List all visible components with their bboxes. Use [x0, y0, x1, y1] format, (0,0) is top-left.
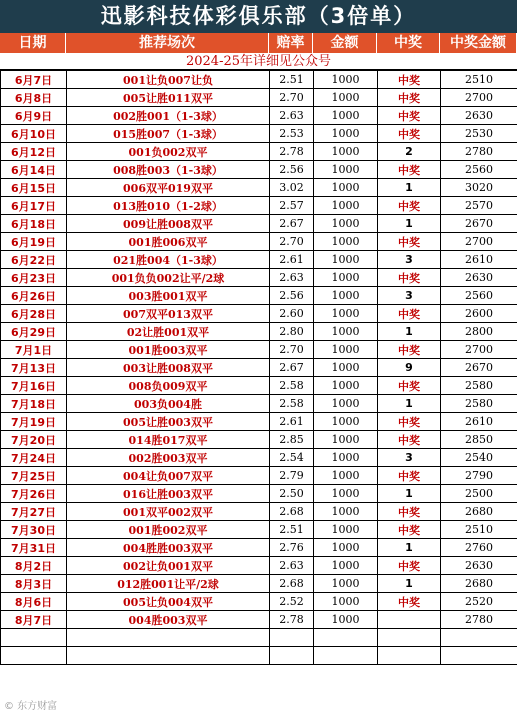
row-match: 02让胜001双平 [67, 323, 270, 341]
row-result: 1 [378, 179, 441, 197]
row-result: 中奖 [378, 467, 441, 485]
row-odds: 2.63 [270, 557, 314, 575]
row-date: 7月26日 [1, 485, 67, 503]
row-payout: 2670 [441, 359, 517, 377]
row-payout: 2580 [441, 377, 517, 395]
row-date: 6月28日 [1, 305, 67, 323]
row-amount: 1000 [314, 161, 378, 179]
table-row [1, 89, 517, 107]
table-row [1, 485, 517, 503]
table-row [1, 287, 517, 305]
table-row [1, 611, 517, 629]
row-result: 中奖 [378, 413, 441, 431]
row-payout: 2530 [441, 125, 517, 143]
table-row [1, 377, 517, 395]
row-payout: 2680 [441, 503, 517, 521]
row-amount: 1000 [314, 215, 378, 233]
table-row [1, 341, 517, 359]
row-amount [314, 647, 378, 665]
row-date: 6月29日 [1, 323, 67, 341]
row-payout: 2850 [441, 431, 517, 449]
row-match: 021胜004（1-3球） [67, 251, 270, 269]
row-result: 1 [378, 485, 441, 503]
row-match: 001负002双平 [67, 143, 270, 161]
row-result: 中奖 [378, 521, 441, 539]
row-date: 6月17日 [1, 197, 67, 215]
row-date: 7月31日 [1, 539, 67, 557]
row-odds: 2.67 [270, 215, 314, 233]
row-amount: 1000 [314, 287, 378, 305]
row-match: 004胜003双平 [67, 611, 270, 629]
table-row [1, 161, 517, 179]
row-match: 001双平002双平 [67, 503, 270, 521]
table-row [1, 107, 517, 125]
row-amount: 1000 [314, 485, 378, 503]
row-odds: 2.80 [270, 323, 314, 341]
table-row [1, 71, 517, 89]
header-match: 推荐场次 [66, 33, 269, 53]
row-result: 3 [378, 287, 441, 305]
row-odds: 2.61 [270, 251, 314, 269]
row-payout: 2600 [441, 305, 517, 323]
row-odds: 2.68 [270, 503, 314, 521]
row-payout: 2780 [441, 611, 517, 629]
row-result: 中奖 [378, 89, 441, 107]
row-date: 7月24日 [1, 449, 67, 467]
row-odds: 2.53 [270, 125, 314, 143]
header-amount: 金额 [313, 33, 377, 53]
row-amount: 1000 [314, 467, 378, 485]
row-payout: 2540 [441, 449, 517, 467]
row-date: 7月30日 [1, 521, 67, 539]
row-amount: 1000 [314, 269, 378, 287]
row-result: 中奖 [378, 107, 441, 125]
row-odds: 2.58 [270, 377, 314, 395]
row-amount: 1000 [314, 377, 378, 395]
row-amount: 1000 [314, 251, 378, 269]
row-payout: 2610 [441, 413, 517, 431]
row-date: 6月10日 [1, 125, 67, 143]
row-match: 005让胜011双平 [67, 89, 270, 107]
row-odds: 2.78 [270, 611, 314, 629]
row-payout: 2510 [441, 71, 517, 89]
row-date: 8月6日 [1, 593, 67, 611]
row-match: 008胜003（1-3球） [67, 161, 270, 179]
row-payout: 2790 [441, 467, 517, 485]
table-row [1, 395, 517, 413]
table-row [1, 179, 517, 197]
row-amount: 1000 [314, 89, 378, 107]
row-date: 8月7日 [1, 611, 67, 629]
row-match: 004胜胜003双平 [67, 539, 270, 557]
table-row [1, 215, 517, 233]
results-table [0, 70, 517, 665]
table-row [1, 521, 517, 539]
row-odds: 2.78 [270, 143, 314, 161]
row-amount: 1000 [314, 611, 378, 629]
table-row [1, 143, 517, 161]
row-amount: 1000 [314, 395, 378, 413]
row-result: 中奖 [378, 233, 441, 251]
row-odds: 2.56 [270, 287, 314, 305]
row-odds: 2.52 [270, 593, 314, 611]
row-match: 004让负007双平 [67, 467, 270, 485]
row-date: 7月27日 [1, 503, 67, 521]
row-amount: 1000 [314, 143, 378, 161]
row-payout: 2610 [441, 251, 517, 269]
row-match: 007双平013双平 [67, 305, 270, 323]
row-payout: 2520 [441, 593, 517, 611]
row-match: 012胜001让平/2球 [67, 575, 270, 593]
row-match: 001胜002双平 [67, 521, 270, 539]
row-payout: 2680 [441, 575, 517, 593]
row-date: 6月12日 [1, 143, 67, 161]
row-result [378, 611, 441, 629]
row-result: 中奖 [378, 305, 441, 323]
row-result: 3 [378, 449, 441, 467]
row-amount: 1000 [314, 107, 378, 125]
row-odds: 2.61 [270, 413, 314, 431]
row-amount: 1000 [314, 323, 378, 341]
row-odds: 2.67 [270, 359, 314, 377]
row-date: 6月23日 [1, 269, 67, 287]
row-amount: 1000 [314, 197, 378, 215]
row-payout: 3020 [441, 179, 517, 197]
row-match: 009让胜008双平 [67, 215, 270, 233]
row-payout: 2500 [441, 485, 517, 503]
row-result [378, 629, 441, 647]
row-result: 1 [378, 575, 441, 593]
row-match: 015胜007（1-3球） [67, 125, 270, 143]
table-row [1, 125, 517, 143]
row-odds: 2.54 [270, 449, 314, 467]
header-result: 中奖 [377, 33, 440, 53]
watermark: © 东方财富 [4, 701, 58, 712]
row-match [67, 629, 270, 647]
row-date: 6月26日 [1, 287, 67, 305]
table-row [1, 467, 517, 485]
header-payout: 中奖金额 [440, 33, 517, 53]
row-result: 中奖 [378, 377, 441, 395]
row-odds: 2.57 [270, 197, 314, 215]
table-row [1, 197, 517, 215]
table-row [1, 539, 517, 557]
row-amount [314, 629, 378, 647]
row-result: 中奖 [378, 269, 441, 287]
row-match [67, 647, 270, 665]
row-date: 7月19日 [1, 413, 67, 431]
table-row [1, 431, 517, 449]
row-amount: 1000 [314, 341, 378, 359]
row-odds: 2.85 [270, 431, 314, 449]
table-row [1, 647, 517, 665]
row-odds [270, 629, 314, 647]
table-row [1, 449, 517, 467]
row-odds: 2.63 [270, 107, 314, 125]
row-match: 008负009双平 [67, 377, 270, 395]
row-payout: 2700 [441, 233, 517, 251]
row-match: 002让负001双平 [67, 557, 270, 575]
row-result: 9 [378, 359, 441, 377]
row-match: 001负负002让平/2球 [67, 269, 270, 287]
table-row [1, 503, 517, 521]
row-match: 006双平019双平 [67, 179, 270, 197]
row-match: 014胜017双平 [67, 431, 270, 449]
row-amount: 1000 [314, 71, 378, 89]
row-result: 中奖 [378, 503, 441, 521]
row-date: 6月15日 [1, 179, 67, 197]
row-match: 003负004胜 [67, 395, 270, 413]
row-amount: 1000 [314, 557, 378, 575]
row-result: 1 [378, 215, 441, 233]
row-match: 001胜003双平 [67, 341, 270, 359]
table-row [1, 323, 517, 341]
row-payout: 2560 [441, 161, 517, 179]
row-date: 6月8日 [1, 89, 67, 107]
row-amount: 1000 [314, 233, 378, 251]
row-date: 6月19日 [1, 233, 67, 251]
row-odds: 2.51 [270, 521, 314, 539]
row-date: 7月18日 [1, 395, 67, 413]
row-date [1, 629, 67, 647]
row-payout [441, 629, 517, 647]
row-date: 7月1日 [1, 341, 67, 359]
row-amount: 1000 [314, 575, 378, 593]
table-row [1, 629, 517, 647]
row-date: 7月13日 [1, 359, 67, 377]
table-row [1, 593, 517, 611]
row-payout [441, 647, 517, 665]
row-result: 中奖 [378, 71, 441, 89]
row-payout: 2580 [441, 395, 517, 413]
row-result: 1 [378, 323, 441, 341]
header-date: 日期 [0, 33, 66, 53]
table-row [1, 233, 517, 251]
row-payout: 2700 [441, 341, 517, 359]
table-row [1, 557, 517, 575]
row-date: 8月2日 [1, 557, 67, 575]
row-date: 7月25日 [1, 467, 67, 485]
row-odds: 2.70 [270, 233, 314, 251]
row-date: 7月20日 [1, 431, 67, 449]
row-date: 6月22日 [1, 251, 67, 269]
row-odds: 2.51 [270, 71, 314, 89]
row-payout: 2630 [441, 557, 517, 575]
row-match: 001让负007让负 [67, 71, 270, 89]
row-result [378, 647, 441, 665]
row-payout: 2800 [441, 323, 517, 341]
row-date: 8月3日 [1, 575, 67, 593]
row-amount: 1000 [314, 503, 378, 521]
row-amount: 1000 [314, 539, 378, 557]
row-payout: 2780 [441, 143, 517, 161]
row-result: 中奖 [378, 593, 441, 611]
row-result: 中奖 [378, 557, 441, 575]
row-odds: 2.63 [270, 269, 314, 287]
table-row [1, 575, 517, 593]
row-result: 中奖 [378, 125, 441, 143]
row-result: 中奖 [378, 197, 441, 215]
row-amount: 1000 [314, 359, 378, 377]
row-odds: 2.50 [270, 485, 314, 503]
row-result: 1 [378, 395, 441, 413]
row-date: 6月18日 [1, 215, 67, 233]
row-result: 3 [378, 251, 441, 269]
row-match: 001胜006双平 [67, 233, 270, 251]
row-odds: 2.60 [270, 305, 314, 323]
row-date: 6月7日 [1, 71, 67, 89]
table-header [0, 33, 517, 53]
row-result: 2 [378, 143, 441, 161]
header-odds: 赔率 [269, 33, 313, 53]
row-match: 013胜010（1-2球） [67, 197, 270, 215]
row-odds [270, 647, 314, 665]
row-result: 中奖 [378, 161, 441, 179]
row-payout: 2700 [441, 89, 517, 107]
row-result: 1 [378, 539, 441, 557]
row-payout: 2560 [441, 287, 517, 305]
row-amount: 1000 [314, 125, 378, 143]
row-odds: 2.56 [270, 161, 314, 179]
row-odds: 2.70 [270, 341, 314, 359]
row-odds: 3.02 [270, 179, 314, 197]
row-date: 6月14日 [1, 161, 67, 179]
row-payout: 2510 [441, 521, 517, 539]
row-payout: 2630 [441, 269, 517, 287]
row-date [1, 647, 67, 665]
row-payout: 2670 [441, 215, 517, 233]
row-payout: 2570 [441, 197, 517, 215]
row-amount: 1000 [314, 449, 378, 467]
table-row [1, 305, 517, 323]
row-date: 6月9日 [1, 107, 67, 125]
row-payout: 2760 [441, 539, 517, 557]
row-date: 7月16日 [1, 377, 67, 395]
subtitle: 2024-25年详细见公众号 [0, 53, 517, 70]
row-odds: 2.70 [270, 89, 314, 107]
row-match: 016让胜003双平 [67, 485, 270, 503]
table-row [1, 251, 517, 269]
table-row [1, 269, 517, 287]
row-amount: 1000 [314, 593, 378, 611]
row-odds: 2.58 [270, 395, 314, 413]
row-odds: 2.68 [270, 575, 314, 593]
row-match: 002胜001（1-3球） [67, 107, 270, 125]
row-match: 005让胜003双平 [67, 413, 270, 431]
page-title: 迅影科技体彩俱乐部（3倍单） [0, 0, 517, 33]
row-payout: 2630 [441, 107, 517, 125]
row-result: 中奖 [378, 431, 441, 449]
row-match: 003让胜008双平 [67, 359, 270, 377]
row-amount: 1000 [314, 179, 378, 197]
table-row [1, 413, 517, 431]
row-match: 005让负004双平 [67, 593, 270, 611]
row-result: 中奖 [378, 341, 441, 359]
row-match: 003胜001双平 [67, 287, 270, 305]
row-amount: 1000 [314, 431, 378, 449]
row-amount: 1000 [314, 413, 378, 431]
row-odds: 2.76 [270, 539, 314, 557]
row-odds: 2.79 [270, 467, 314, 485]
row-match: 002胜003双平 [67, 449, 270, 467]
row-amount: 1000 [314, 305, 378, 323]
row-amount: 1000 [314, 521, 378, 539]
table-row [1, 359, 517, 377]
